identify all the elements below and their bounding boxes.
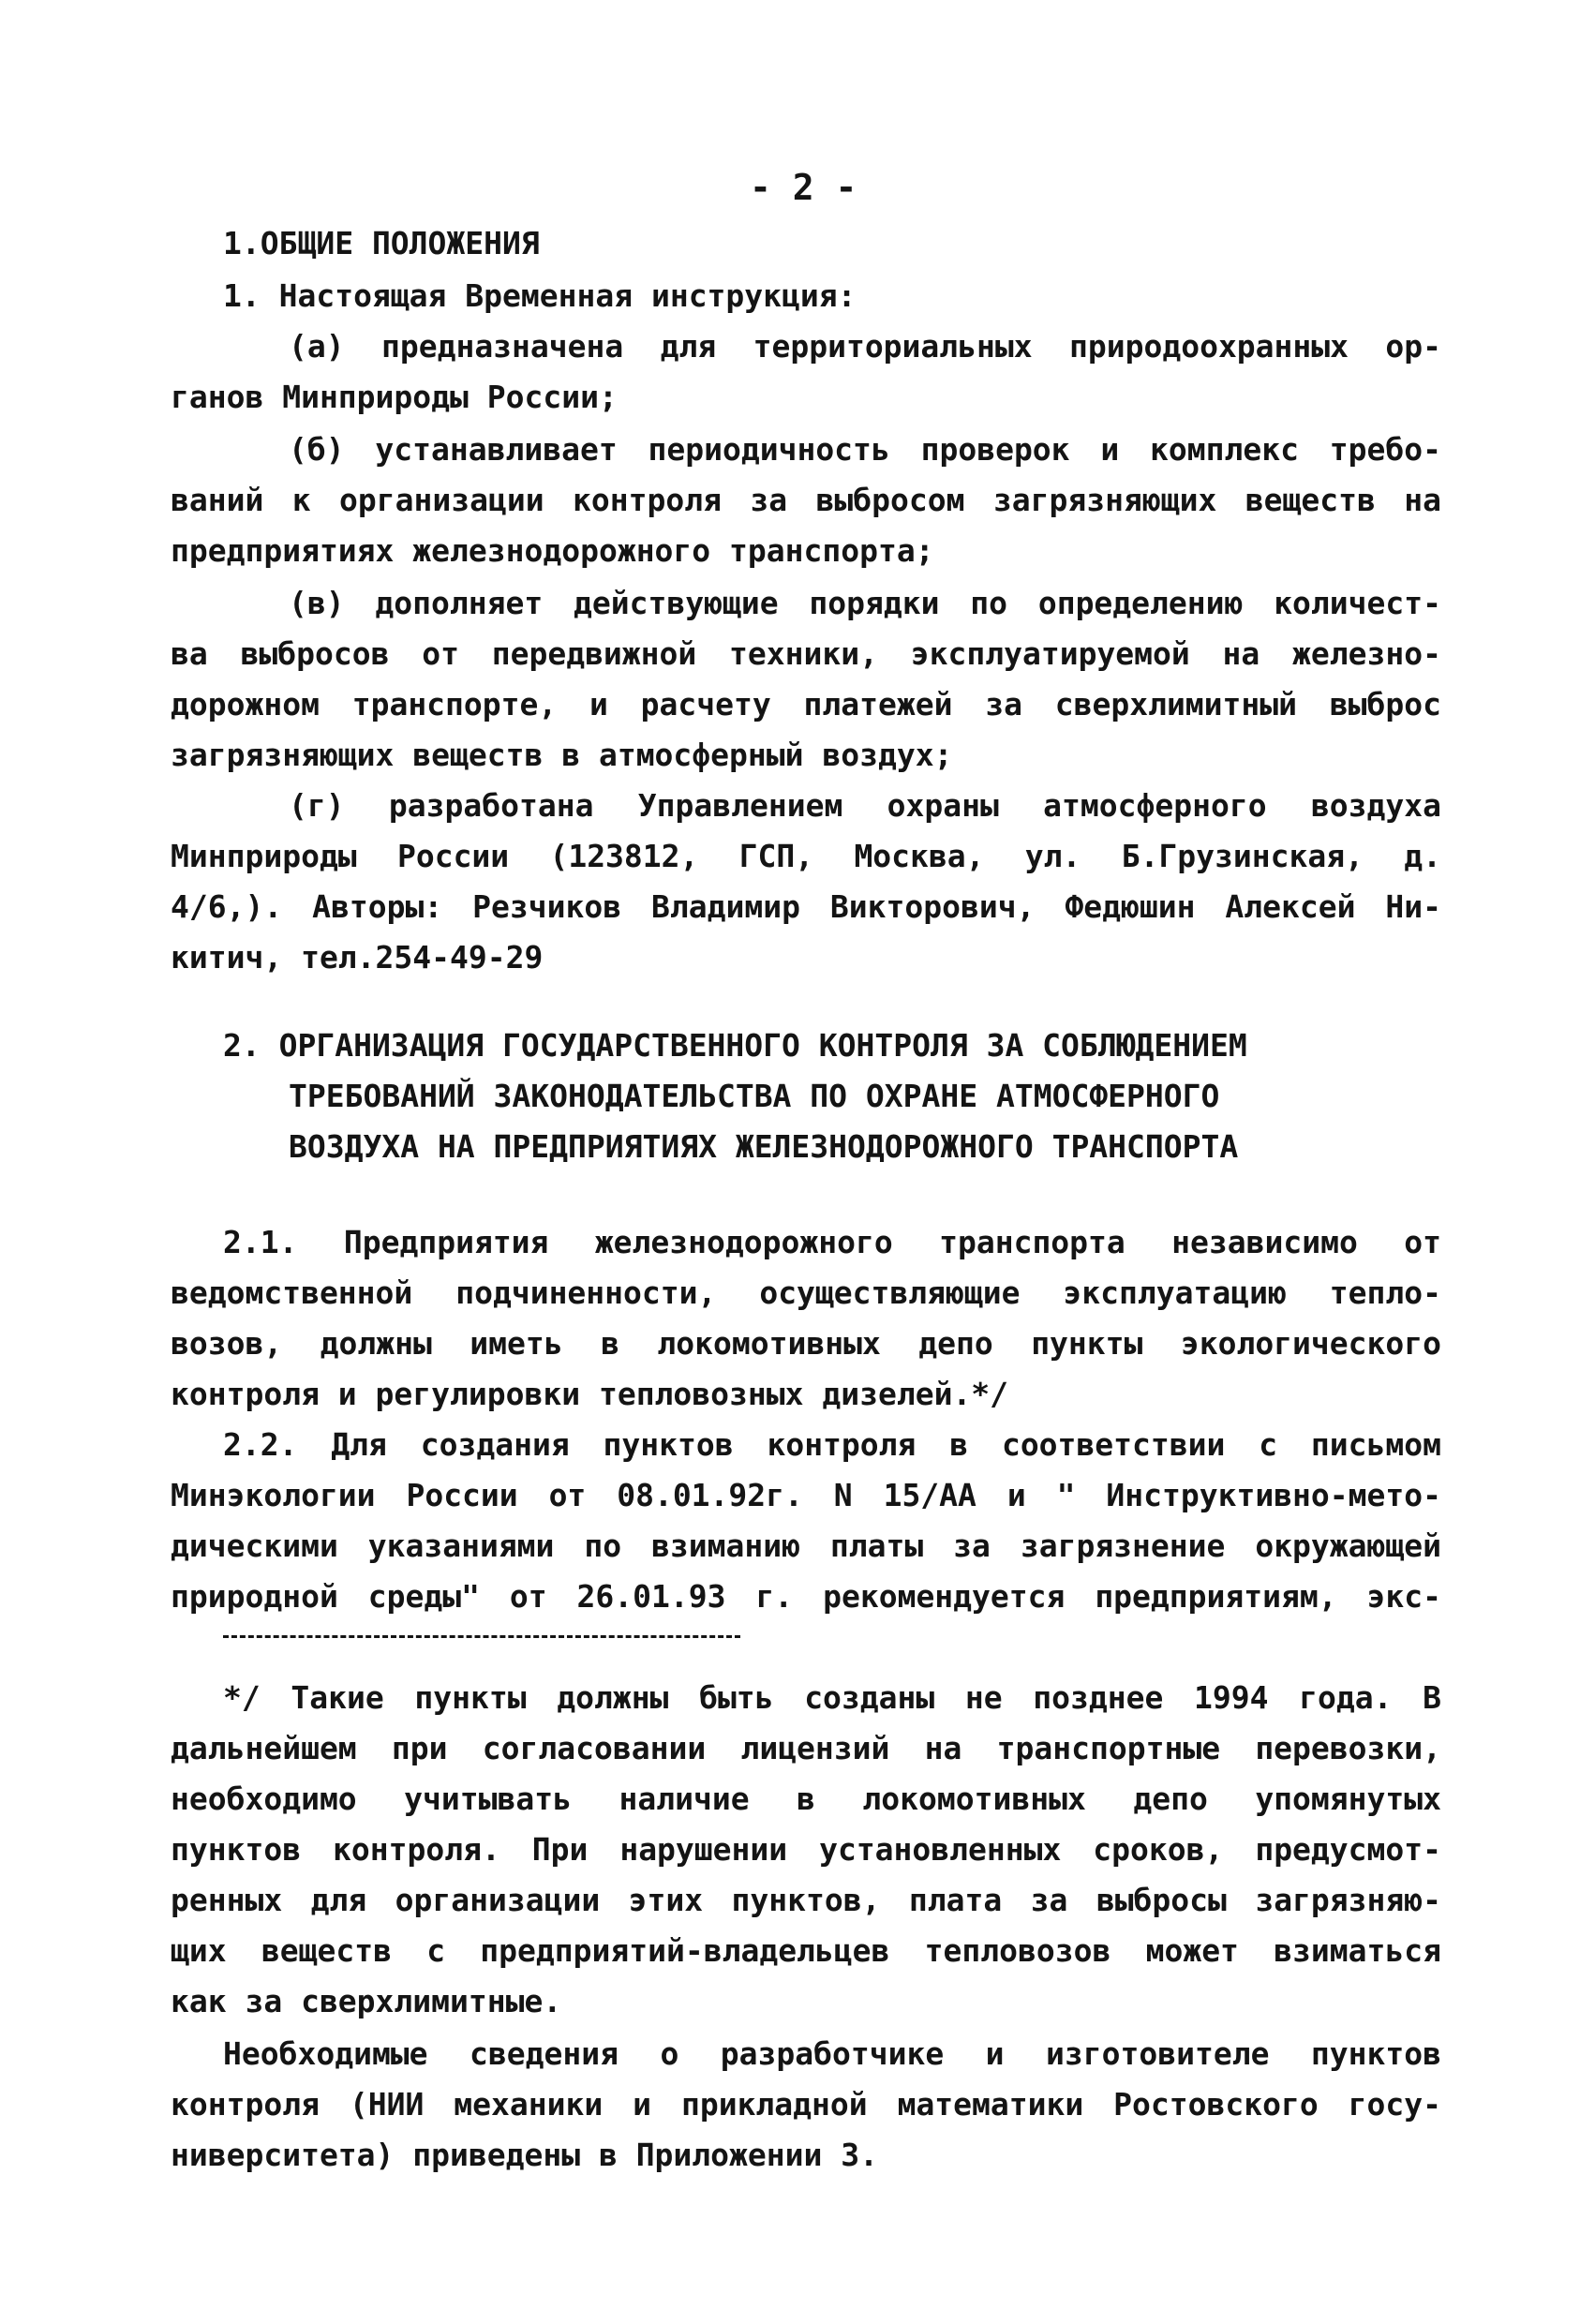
paragraph-2-2-line: природной среды" от 26.01.93 г. рекомендуется предприятиям, экс- — [171, 1578, 1441, 1615]
page-number: - 2 - — [750, 167, 857, 208]
section1-intro: 1. Настоящая Временная инструкция: — [223, 277, 857, 314]
item-v-line: дорожном транспорте, и расчету платежей за сверхлимитный выброс — [171, 686, 1441, 723]
paragraph-2-1-line: ведомственной подчиненности, осуществляющие эксплуатацию тепло- — [171, 1274, 1441, 1311]
footnote-extra-line: ниверситета) приведены в Приложении 3. — [171, 2137, 878, 2173]
item-g-line: (г) разработана Управлением охраны атмосферного воздуха — [289, 787, 1441, 824]
footnote-line: как за сверхлимитные. — [171, 1983, 562, 2019]
footnote-separator — [223, 1635, 740, 1638]
footnote-line: пунктов контроля. При нарушении установленных сроков, предусмот- — [171, 1831, 1441, 1868]
item-v-line: ва выбросов от передвижной техники, эксплуатируемой на железно- — [171, 635, 1441, 672]
section1-heading: 1.ОБЩИЕ ПОЛОЖЕНИЯ — [223, 225, 540, 261]
paragraph-2-1-line: 2.1. Предприятия железнодорожного транспорта независимо от — [223, 1224, 1441, 1260]
item-v-line: (в) дополняет действующие порядки по определению количест- — [289, 585, 1441, 621]
footnote-line: */ Такие пункты должны быть созданы не позднее 1994 года. В — [223, 1679, 1441, 1716]
footnote-line: дальнейшем при согласовании лицензий на транспортные перевозки, — [171, 1730, 1441, 1766]
item-b-line: (б) устанавливает периодичность проверок и комплекс требо- — [289, 431, 1441, 468]
paragraph-2-2-line: дическими указаниями по взиманию платы за загрязнение окружающей — [171, 1527, 1441, 1564]
item-a-line: (а) предназначена для территориальных природоохранных ор- — [289, 328, 1441, 365]
item-g-line: 4/6,). Авторы: Резчиков Владимир Викторович, Федюшин Алексей Ни- — [171, 888, 1441, 925]
item-b-line: ваний к организации контроля за выбросом загрязняющих веществ на — [171, 482, 1441, 518]
item-v-line: загрязняющих веществ в атмосферный воздух; — [171, 737, 953, 773]
footnote-line: ренных для организации этих пунктов, плата за выбросы загрязняю- — [171, 1882, 1441, 1918]
footnote-line: необходимо учитывать наличие в локомотивных депо упомянутых — [171, 1780, 1441, 1817]
footnote-extra-line: контроля (НИИ механики и прикладной математики Ростовского госу- — [171, 2086, 1441, 2123]
item-b-line: предприятиях железнодорожного транспорта; — [171, 532, 934, 569]
item-a-line: ганов Минприроды России; — [171, 379, 618, 415]
paragraph-2-2-line: 2.2. Для создания пунктов контроля в соответствии с письмом — [223, 1426, 1441, 1463]
item-g-line: китич, тел.254-49-29 — [171, 939, 544, 976]
section2-heading: ТРЕБОВАНИЙ ЗАКОНОДАТЕЛЬСТВА ПО ОХРАНЕ АТМОСФЕРНОГО — [289, 1078, 1220, 1114]
paragraph-2-1-line: возов, должны иметь в локомотивных депо пункты экологического — [171, 1325, 1441, 1362]
item-g-line: Минприроды России (123812, ГСП, Москва, ул. Б.Грузинская, д. — [171, 838, 1441, 874]
paragraph-2-2-line: Минэкологии России от 08.01.92г. N 15/АА и " Инструктивно-мето- — [171, 1477, 1441, 1513]
footnote-line: щих веществ с предприятий-владельцев тепловозов может взиматься — [171, 1932, 1441, 1969]
footnote-extra-line: Необходимые сведения о разработчике и изготовителе пунктов — [223, 2035, 1441, 2072]
paragraph-2-1-line: контроля и регулировки тепловозных дизелей.*/ — [171, 1376, 1009, 1412]
section2-heading: 2. ОРГАНИЗАЦИЯ ГОСУДАРСТВЕННОГО КОНТРОЛЯ ЗА СОБЛЮДЕНИЕМ — [223, 1027, 1247, 1064]
section2-heading: ВОЗДУХА НА ПРЕДПРИЯТИЯХ ЖЕЛЕЗНОДОРОЖНОГО ТРАНСПОРТА — [289, 1128, 1239, 1165]
